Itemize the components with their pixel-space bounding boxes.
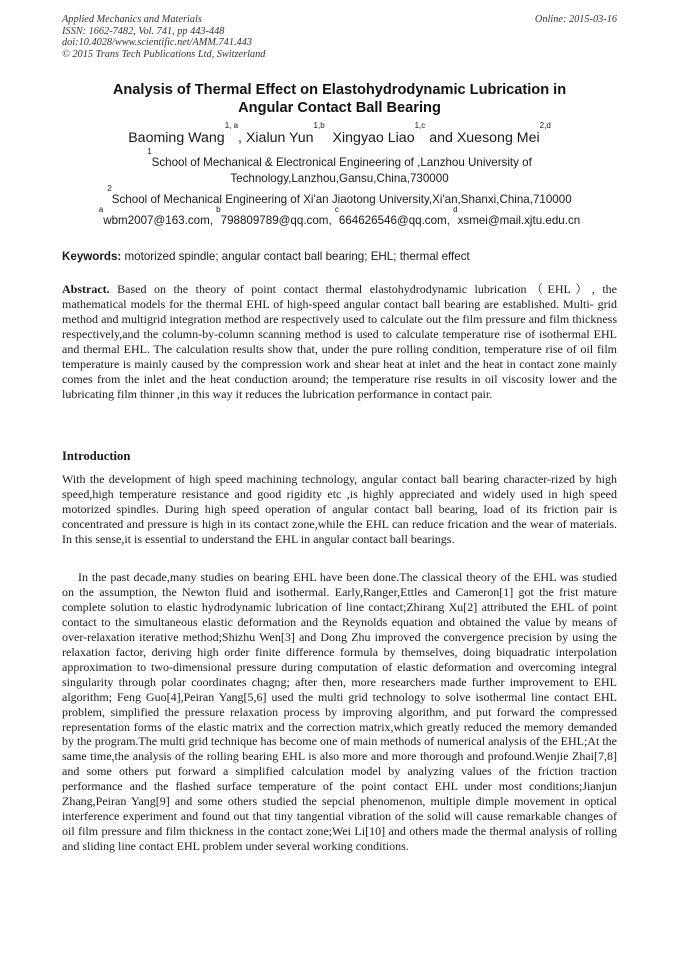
affiliation-2 [62,184,617,208]
author-list [62,121,617,147]
author-sup: 1,b [313,121,325,130]
paper-title [62,81,617,117]
affiliation-sup: 1 [147,147,152,156]
affiliation-line: School of Mechanical Engineering of Xi'an Jiaotong University,Xi'an,Shanxi,China,710000 [111,193,572,206]
keywords-text: motorized spindle; angular contact ball bearing; EHL; thermal effect [121,250,470,263]
online-date: Online: 2015-03-16 [534,14,617,25]
author-name: Xialun Yun [245,130,314,146]
email-sup: b [216,205,221,214]
affiliation-line: School of Mechanical & Electronical Engineering of ,Lanzhou University of [151,156,532,169]
title-line-2: Angular Contact Ball Bearing [238,100,441,116]
email-sup: a [98,205,104,214]
copyright-line: © 2015 Trans Tech Publications Ltd, Switzerland [62,48,266,60]
email-list [62,205,617,229]
abstract-text: Based on the theory of point contact thermal elastohydrodynamic lubrication（EHL）, the mathematical models for the thermal EHL of high-speed angular contact ball bearing are established. Multi- grid method and multigrid integration method are respectively used to calculate out the film pressure and film thickness respectively,and the column-by-column scanning method is used to calculate temperature rise of isothermal EHL and thermal EHL. The calculation results show that, under the pure rolling condition, temperature rise of oil film temperature is mainly caused by the compression work and shear heat at inlet and the heat in contact zone mainly comes from the inlet and the heat conduction around; the temperature rise results in oil viscosity lower and the lubricating film thinner ,in this way it reduces the lubrication performance in contact pair. [62,282,617,401]
author-sup: 2,d [539,121,551,130]
email-sup: c [334,205,339,214]
author-name: Xuesong Mei [456,130,540,146]
author-sep: , [238,130,246,146]
section-heading-introduction: Introduction [62,449,131,463]
author-sup: 1, a [224,121,239,130]
journal-name: Applied Mechanics and Materials [62,14,202,25]
intro-paragraph-1: With the development of high speed machining technology, angular contact ball bearing character-rized by high speed,high temperature resistance and good rigidity etc ,is highly appreciated and widely used in high speed motorized spindles. During high speed operation of angular contact ball bearing, load of its friction pair is concentrated and pressure is high in its contact zone,while the EHL can reduce frication and the wear of materials. In this sense,it is essential to understand the EHL in angular contact ball bearings. [62,472,617,546]
affiliation-sup: 2 [107,184,112,193]
affiliation-1 [62,147,617,187]
email-address[interactable]: 798809789@qq.com, [220,214,335,227]
author-name: Baoming Wang [128,130,225,146]
issn-line: ISSN: 1662-7482, Vol. 741, pp 443-448 [62,25,225,37]
email-address[interactable]: xsmei@mail.xjtu.edu.cn [457,214,581,227]
author-name: Xingyao Liao [332,130,415,146]
abstract [62,282,617,402]
title-line-1: Analysis of Thermal Effect on Elastohydrodynamic Lubrication in [112,82,567,98]
keywords [62,249,617,265]
keywords-label: Keywords: [62,250,122,263]
email-address[interactable]: 664626546@qq.com, [338,214,454,227]
email-address[interactable]: wbm2007@163.com, [103,214,217,227]
author-sep: and [425,130,457,146]
journal-header [62,14,617,60]
affiliation-line: Technology,Lanzhou,Gansu,China,730000 [230,172,449,185]
author-sup: 1,c [414,121,426,130]
author-sep [325,130,333,146]
doi-line: doi:10.4028/www.scientific.net/AMM.741.443 [62,37,252,49]
intro-paragraph-2: In the past decade,many studies on bearing EHL have been done.The classical theory of the EHL was studied on the assumption, the Newton fluid and isothermal. Early,Ranger,Ettles and Cameron[1] got the frist mature complete solution to elastic hydrodynamic lubrication of line contact;Zhirang Xu[2] attributed the EHL of point contact to the simultaneous elastic deformation and the Reynolds equation and obtained the value by means of over-relaxation iterative method;Shizhu Wen[3] and Dong Zhu improved the convergence precision by using the relaxation factor, deriving high order finite difference formula by themselves, doing biquadratic interpolation approximation to two-dimensional pressure during computation of elastic deformation and overcoming integral singularity through polar coordinates chagng; after then, more researchers made further improvement to EHL algorithm; Feng Guo[4],Peiran Yang[5,6] used the multi grid technology to solve isothermal line contact EHL problem, simplified the pressure relaxation process by improving algorithm, and put forward the compressed representation forms of the elastic matrix and the correction matrix,which greatly reduced the memory demanded by the program.The multi grid technique has become one of main methods of numerical analysis of the EHL;At the same time,the analysis of the rolling bearing EHL is also more and more thorough and profound.Wenjie Zhai[7,8] and some others put forward a simplified calculation model by analyzing values of the friction traction performance and the flashed surface temperature of the point contact EHL under most conditions;Jianjun Zhang,Peiran Yang[9] and some others studied the sepcial phenomenon, multiple dimple movement in optical interference experiment and found out that tiny tangential vibration of the solid will cause remarkable changes of oil film pressure and film thickness in the contact zone;Wei Li[10] and others made the thermal analysis of rolling and sliding line contact EHL problem under several working conditions. [62,570,617,854]
abstract-label: Abstract. [62,282,110,296]
email-sup: d [453,205,458,214]
